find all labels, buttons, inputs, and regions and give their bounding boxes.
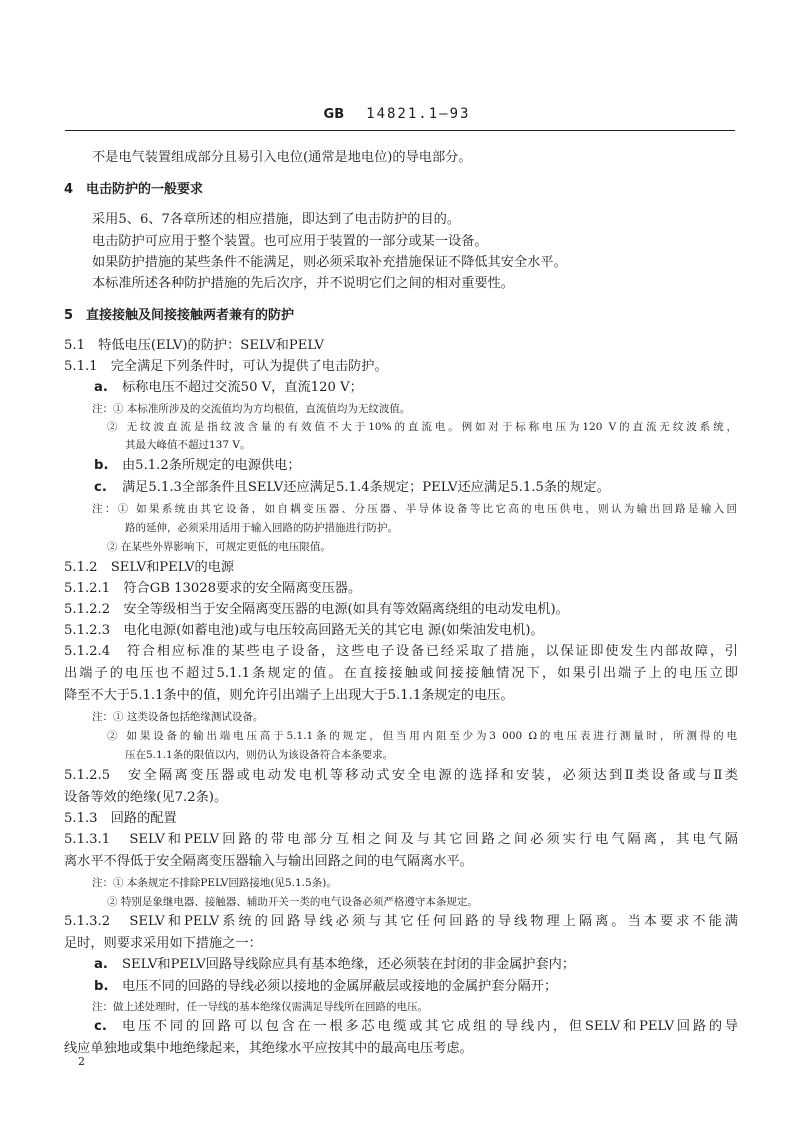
- page-number: 2: [78, 1055, 85, 1068]
- section-5-heading: 5 直接接触及间接接触两者兼有的防护: [64, 308, 295, 323]
- list-item: 由5.1.2条所规定的电源供电；: [122, 458, 301, 473]
- list-label: c.: [94, 480, 107, 495]
- text-line: 5.1.3.2 SELV和PELV系统的回路导线必须与其它任何回路的导线物理上隔离。当本要求不能满: [64, 914, 738, 929]
- page-header: [0, 106, 794, 122]
- text-line: 5.1.3.1 SELV和PELV回路的带电部分互相之间及与其它回路之间必须实行电气隔离，其电气隔: [64, 832, 738, 847]
- standard-number: 14821.1—93: [366, 106, 471, 122]
- text-line: 5.1.2.4 符合相应标准的某些电子设备，这些电子设备已经采取了措施，以保证即使发生内部故障，引: [64, 644, 738, 659]
- note-line: 路的延伸，必须采用适用于输入回路的防护措施进行防护。: [125, 522, 398, 534]
- clause-heading: 5.1.2.3 电化电源(如蓄电池)或与电压较高回路无关的其它电 源(如柴油发电机)。: [64, 623, 544, 638]
- text-line: 采用5、6、7各章所述的相应措施，即达到了电击防护的目的。: [92, 212, 461, 227]
- list-item: 满足5.1.3全部条件且SELV还应满足5.1.4条规定；PELV还应满足5.1.5条的规定。: [122, 480, 610, 495]
- text-line: 如果防护措施的某些条件不能满足，则必须采取补充措施保证不降低其安全水平。: [92, 255, 567, 270]
- clause-heading: 5.1.2.1 符合GB 13028要求的安全隔离变压器。: [64, 581, 362, 596]
- note-line: 注：① 本标准所涉及的交流值均为方均根值，直流值均为无纹波值。: [92, 403, 411, 415]
- text-line: 线应单独地或集中地绝缘起来，其绝缘水平应按其中的最高电压考虑。: [64, 1041, 473, 1056]
- note-line: 注：① 这类设备包括绝缘测试设备。: [92, 711, 264, 723]
- list-label: b.: [94, 458, 109, 473]
- text-line: 出端子的电压也不超过5.1.1条规定的值。在直接接触或间接接触情况下，如果引出端子上的电压立即: [64, 666, 738, 681]
- note-line: 注：做上述处理时，任一导线的基本绝缘仅需满足导线所在回路的电压。: [92, 1001, 428, 1013]
- clause-heading: 5.1 特低电压(ELV)的防护：SELV和PELV: [64, 338, 325, 353]
- list-label: c.: [94, 1019, 107, 1034]
- note-line: 压在5.1.1条的限值以内，则仍认为该设备符合本条要求。: [125, 749, 394, 761]
- note-line: 注：① 如果系统由其它设备，如自耦变压器、分压器、半导体设备等比它高的电压供电，则认为输出回路是输入回: [92, 503, 737, 515]
- clause-heading: 5.1.2 SELV和PELV的电源: [64, 560, 235, 575]
- text-line: 离水平不得低于安全隔离变压器输入与输出回路之间的电气隔离水平。: [64, 854, 473, 869]
- text-line: 电击防护可应用于整个装置。也可应用于装置的一部分或某一设备。: [92, 234, 488, 249]
- clause-heading: 5.1.2.2 安全等级相当于安全隔离变压器的电源(如具有等效隔离绕组的电动发电机)。: [64, 602, 569, 617]
- list-item: 电压不同的回路的导线必须以接地的金属屏蔽层或接地的金属护套分隔开；: [122, 979, 558, 994]
- note-line: 注：① 本条规定不排除PELV回路接地(见5.1.5条)。: [92, 877, 337, 889]
- text-line: 设备等效的绝缘(见7.2条)。: [64, 790, 228, 805]
- list-item: 电压不同的回路可以包含在一根多芯电缆或其它成组的导线内，但SELV和PELV回路的导: [122, 1019, 738, 1034]
- text-line: 本标准所述各种防护措施的先后次序，并不说明它们之间的相对重要性。: [92, 276, 514, 291]
- note-line: ② 无纹波直流是指纹波含量的有效值不大于10%的直流电。例如对于标称电压为120 V的直流无纹波系统，: [107, 421, 737, 433]
- header-rule: [65, 130, 735, 131]
- list-label: b.: [94, 979, 109, 994]
- list-label: a.: [94, 380, 108, 395]
- list-item: SELV和PELV回路导线除应具有基本绝缘，还必须装在封闭的非金属护套内；: [122, 957, 576, 972]
- text-line: 不是电气装置组成部分且易引入电位(通常是地电位)的导电部分。: [92, 150, 472, 165]
- note-line: ② 特别是象继电器、接触器、辅助开关一类的电气设备必须严格遵守本条规定。: [107, 896, 478, 908]
- clause-heading: 5.1.1 完全满足下列条件时，可认为提供了电击防护。: [64, 359, 388, 374]
- list-label: a.: [94, 957, 108, 972]
- clause-heading: 5.1.3 回路的配置: [64, 811, 177, 826]
- note-line: ② 如果设备的输出端电压高于5.1.1条的规定，但当用内阻至少为3 000 Ω的电压表进行测量时，所测得的电: [107, 730, 737, 742]
- list-item: 标称电压不超过交流50 V，直流120 V；: [122, 380, 363, 395]
- text-line: 足时，则要求采用如下措施之一：: [64, 936, 262, 951]
- note-line: 其最大峰值不超过137 V。: [125, 439, 251, 451]
- section-4-heading: 4 电击防护的一般要求: [64, 182, 204, 197]
- text-line: 降至不大于5.1.1条中的值，则允许引出端子上出现大于5.1.1条规定的电压。: [64, 688, 514, 703]
- standard-code: GB: [323, 107, 345, 122]
- text-line: 5.1.2.5 安全隔离变压器或电动发电机等移动式安全电源的选择和安装，必须达到Ⅱ类设备或与Ⅱ类: [64, 768, 738, 783]
- note-line: ② 在某些外界影响下，可规定更低的电压限值。: [107, 541, 331, 553]
